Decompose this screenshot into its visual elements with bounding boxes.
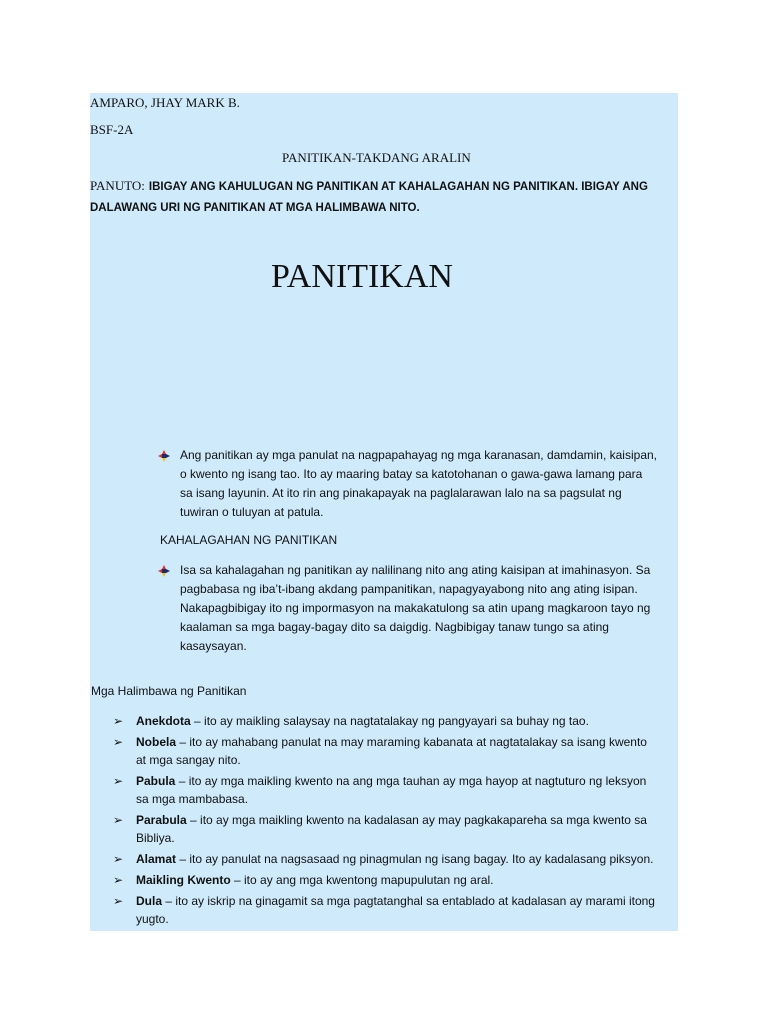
example-term: Pabula [136,774,176,788]
instruction-label: PANUTO: [90,178,145,193]
definition-paragraph [180,446,680,522]
instruction-line: IBIGAY ANG KAHULUGAN NG PANITIKAN AT KAHALAGAHAN NG PANITIKAN. IBIGAY ANG [148,181,648,193]
importance-line: Nakapagbibigay ito ng impormasyon na makakatulong sa atin upang magkaroon tayo ng [180,601,651,615]
instruction-line: DALAWANG URI NG PANITIKAN AT MGA HALIMBAWA NITO. [90,202,420,214]
list-item [113,733,678,769]
definition-line: Ang panitikan ay mga panulat na nagpapahayag ng mga karanasan, damdamin, kaisipan, [180,448,657,462]
example-description: at mga sangay nito. [136,753,241,767]
arrow-bullet-icon: ➢ [113,774,124,788]
list-item [113,850,678,868]
arrow-bullet-icon: ➢ [113,813,124,827]
example-description: – ito ay panulat na nagsasaad ng pinagmulan ng isang bagay. Ito ay kadalasang piksyon. [176,852,654,866]
arrow-bullet-icon: ➢ [113,714,124,728]
arrow-bullet-icon: ➢ [113,852,124,866]
importance-line: kaalaman sa mga bagay-bagay dito sa daigdig. Nagbibigay tanaw tungo sa ating [180,620,609,634]
examples-list [113,712,678,931]
arrow-bullet-icon: ➢ [113,735,124,749]
example-term: Parabula [136,813,187,827]
main-title: PANITIKAN [271,258,453,295]
example-description: – ito ay mga maikling kwento na kadalasan ay may pagkakapareha sa mga kwento sa [186,813,647,827]
example-term: Nobela [136,735,177,749]
four-arrow-bullet-icon [158,450,170,462]
importance-paragraph [180,561,680,656]
list-item [113,712,678,730]
definition-line: tuwiran o tuluyan at patula. [180,505,324,519]
example-term: Maikling Kwento [136,873,231,887]
example-description: sa mga mambabasa. [136,792,249,806]
importance-line: pagbabasa ng iba’t-ibang akdang pampanitikan, napagyayabong nito ang ating isipan. [180,582,638,596]
list-item [113,811,678,847]
example-term: Alamat [136,852,177,866]
definition-line: sa isang layunin. At ito rin ang pinakapayak na paglalarawan lalo na sa pagsulat ng [180,486,622,500]
example-term: Anekdota [136,714,191,728]
importance-heading: KAHALAGAHAN NG PANITIKAN [160,533,338,547]
definition-line: o kwento ng isang tao. Ito ay maaring batay sa katotohanan o gawa-gawa lamang para [180,467,643,481]
example-description: – ito ay iskrip na ginagamit sa mga pagtatanghal sa entablado at kadalasan ay marami itong [162,894,655,908]
student-name: AMPARO, JHAY MARK B. [90,95,240,110]
example-description: – ito ay mahabang panulat na may maraming kabanata at nagtatalakay sa isang kwento [176,735,647,749]
example-term: Dula [136,894,163,908]
example-description: – ito ay maikling salaysay na nagtatalakay ng pangyayari sa buhay ng tao. [190,714,589,728]
importance-line: kasaysayan. [180,639,247,653]
arrow-bullet-icon: ➢ [113,894,124,908]
examples-heading: Mga Halimbawa ng Panitikan [91,684,247,698]
list-item [113,871,678,889]
instruction-paragraph [90,176,670,218]
example-description: Bibliya. [136,831,175,845]
example-description: yugto. [136,912,169,926]
importance-line: Isa sa kahalagahan ng panitikan ay nalilinang nito ang ating kaisipan at imahinasyon. Sa [180,563,651,577]
four-arrow-bullet-icon [158,565,170,577]
course-section: BSF-2A [90,122,134,137]
list-item [113,772,678,808]
list-item [113,892,678,928]
example-description: – ito ay ang mga kwentong mapupulutan ng aral. [230,873,494,887]
example-description: – ito ay mga maikling kwento na ang mga tauhan ay mga hayop at nagtuturo ng leksyon [175,774,647,788]
assignment-title: PANITIKAN-TAKDANG ARALIN [282,150,471,165]
arrow-bullet-icon: ➢ [113,873,124,887]
